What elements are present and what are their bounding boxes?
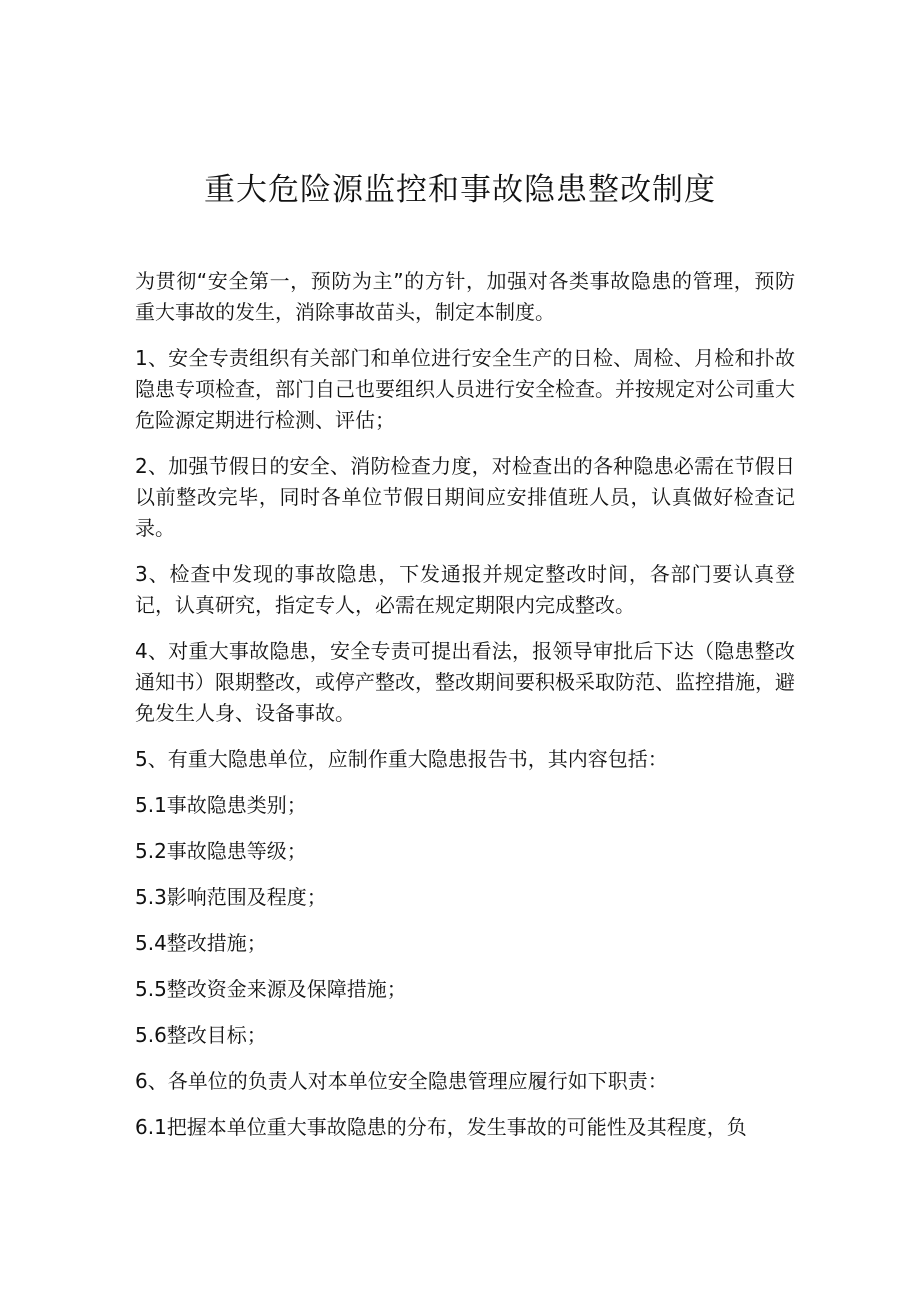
- clause-3: 3、检查中发现的事故隐患，下发通报并规定整改时间，各部门要认真登记，认真研究，指定专人，必需在规定期限内完成整改。: [135, 562, 795, 617]
- clause-5-4: 5.4整改措施；: [135, 931, 267, 955]
- clause-5-6: 5.6整改目标；: [135, 1023, 267, 1047]
- document-title: 重大危险源监控和事故隐患整改制度: [204, 172, 716, 208]
- clause-5-3: 5.3影响范围及程度；: [135, 885, 327, 909]
- clause-4: 4、对重大事故隐患，安全专责可提出看法，报领导审批后下达（隐患整改通知书）限期整改，或停产整改，整改期间要积极采取防范、监控措施，避免发生人身、设备事故。: [135, 639, 795, 725]
- clause-6-1: 6.1把握本单位重大事故隐患的分布，发生事故的可能性及其程度，负: [135, 1115, 747, 1139]
- clause-5-5: 5.5整改资金来源及保障措施；: [135, 977, 407, 1001]
- clause-1: 1、安全专责组织有关部门和单位进行安全生产的日检、周检、月检和扑故隐患专项检查，部门自己也要组织人员进行安全检查。并按规定对公司重大危险源定期进行检测、评估；: [135, 346, 795, 432]
- clause-5-1: 5.1事故隐患类别；: [135, 793, 307, 817]
- clause-5: 5、有重大隐患单位，应制作重大隐患报告书，其内容包括：: [135, 747, 668, 771]
- clause-2: 2、加强节假日的安全、消防检查力度，对检查出的各种隐患必需在节假日以前整改完毕，同时各单位节假日期间应安排值班人员，认真做好检查记录。: [135, 454, 795, 540]
- intro-paragraph: 为贯彻“安全第一，预防为主”的方针，加强对各类事故隐患的管理，预防重大事故的发生，消除事故苗头，制定本制度。: [135, 269, 795, 324]
- clause-5-2: 5.2事故隐患等级；: [135, 839, 307, 863]
- document-body: [135, 266, 795, 1158]
- clause-6: 6、各单位的负责人对本单位安全隐患管理应履行如下职责：: [135, 1069, 668, 1093]
